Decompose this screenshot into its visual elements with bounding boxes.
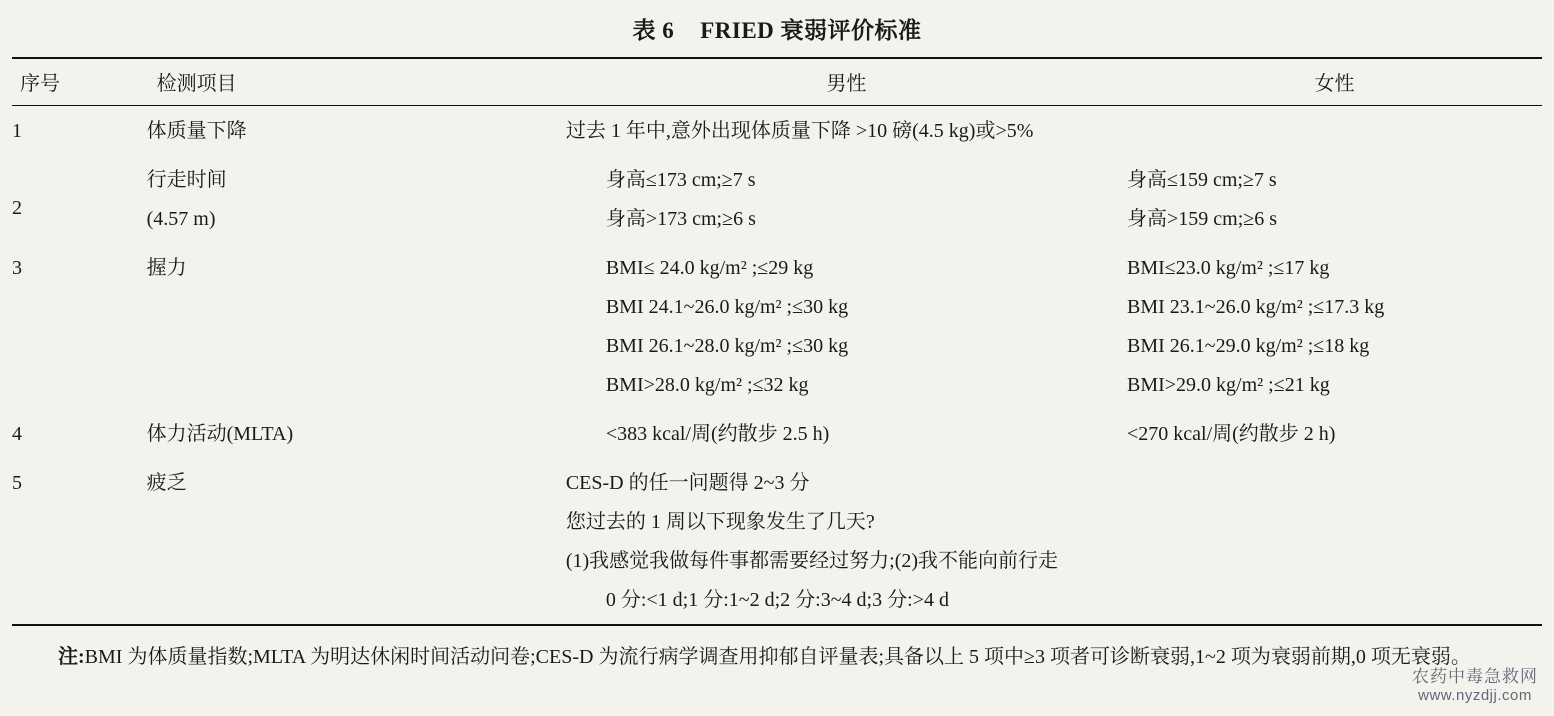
value-line: CES-D 的任一问题得 2~3 分 (565, 472, 810, 494)
table-title-text: FRIED 衰弱评价标准 (700, 18, 922, 43)
value-line: 0 分:<1 d;1 分:1~2 d;2 分:3~4 d;3 分:>4 d (605, 589, 949, 611)
note-label: 注: (58, 646, 85, 668)
table-row (12, 106, 1542, 156)
row-value-wide: 过去 1 年中,意外出现体质量下降 >10 磅(4.5 kg)或>5% (565, 120, 1034, 142)
column-header-item: 检测项目 (147, 58, 566, 106)
table-row (12, 155, 1542, 243)
row-item-line: 行走时间 (146, 169, 227, 191)
row-value-male (566, 155, 1127, 243)
row-item: 握力 (146, 257, 187, 279)
note-text: BMI 为体质量指数;MLTA 为明达休闲时间活动问卷;CES-D 为流行病学调查用抑郁自评量表;具备以上 5 项中≥3 项者可诊断衰弱,1~2 项为衰弱前期,0 项无衰弱。 (84, 646, 1471, 668)
table-title (12, 0, 1542, 57)
row-item-line: (4.57 m) (146, 208, 216, 230)
fried-criteria-table (12, 57, 1542, 624)
table-row (12, 458, 1542, 624)
row-value-female (1127, 409, 1542, 458)
column-header-male: 男性 (566, 58, 1127, 106)
table-title-number: 表 6 (632, 18, 675, 43)
table-body (12, 106, 1542, 625)
row-value-male (566, 243, 1127, 409)
value-line: 身高≤173 cm;≥7 s (605, 169, 756, 191)
row-value-female (1127, 155, 1542, 243)
row-no: 2 (12, 197, 22, 219)
row-no: 3 (12, 257, 22, 279)
row-value-female (1127, 243, 1542, 409)
value-line: BMI>29.0 kg/m² ;≤21 kg (1126, 374, 1330, 396)
row-value-male (566, 409, 1127, 458)
value-line: BMI≤23.0 kg/m² ;≤17 kg (1126, 257, 1330, 279)
watermark-url: www.nyzdjj.com (1418, 687, 1532, 705)
value-line: BMI≤ 24.0 kg/m² ;≤29 kg (605, 257, 814, 279)
watermark (1412, 666, 1538, 706)
value-line: (1)我感觉我做每件事都需要经过努力;(2)我不能向前行走 (565, 550, 1059, 572)
value-line: 身高>173 cm;≥6 s (605, 208, 756, 230)
watermark-name: 农药中毒急救网 (1412, 667, 1538, 686)
value-line: 身高>159 cm;≥6 s (1126, 208, 1278, 230)
row-no: 5 (12, 472, 22, 494)
row-item: 体质量下降 (146, 120, 247, 142)
row-no: 1 (12, 120, 22, 142)
value-line: <383 kcal/周(约散步 2.5 h) (605, 423, 830, 445)
value-line: 您过去的 1 周以下现象发生了几天? (565, 511, 875, 533)
value-line: BMI 23.1~26.0 kg/m² ;≤17.3 kg (1126, 296, 1385, 318)
row-item: 疲乏 (146, 472, 187, 494)
value-line: <270 kcal/周(约散步 2 h) (1126, 423, 1336, 445)
row-item: 体力活动(MLTA) (146, 423, 294, 445)
row-value-male (566, 458, 1542, 624)
table-note (12, 626, 1542, 677)
table-header-row (12, 58, 1542, 106)
value-line: 身高≤159 cm;≥7 s (1126, 169, 1277, 191)
table-head (12, 58, 1542, 106)
value-line: BMI 26.1~28.0 kg/m² ;≤30 kg (605, 335, 849, 357)
table-row (12, 409, 1542, 458)
row-item (147, 155, 566, 243)
table-row (12, 243, 1542, 409)
row-no: 4 (12, 423, 22, 445)
value-line: BMI 26.1~29.0 kg/m² ;≤18 kg (1126, 335, 1370, 357)
value-line: BMI 24.1~26.0 kg/m² ;≤30 kg (605, 296, 849, 318)
column-header-female: 女性 (1127, 58, 1542, 106)
value-line: BMI>28.0 kg/m² ;≤32 kg (605, 374, 809, 396)
column-header-no: 序号 (12, 58, 147, 106)
